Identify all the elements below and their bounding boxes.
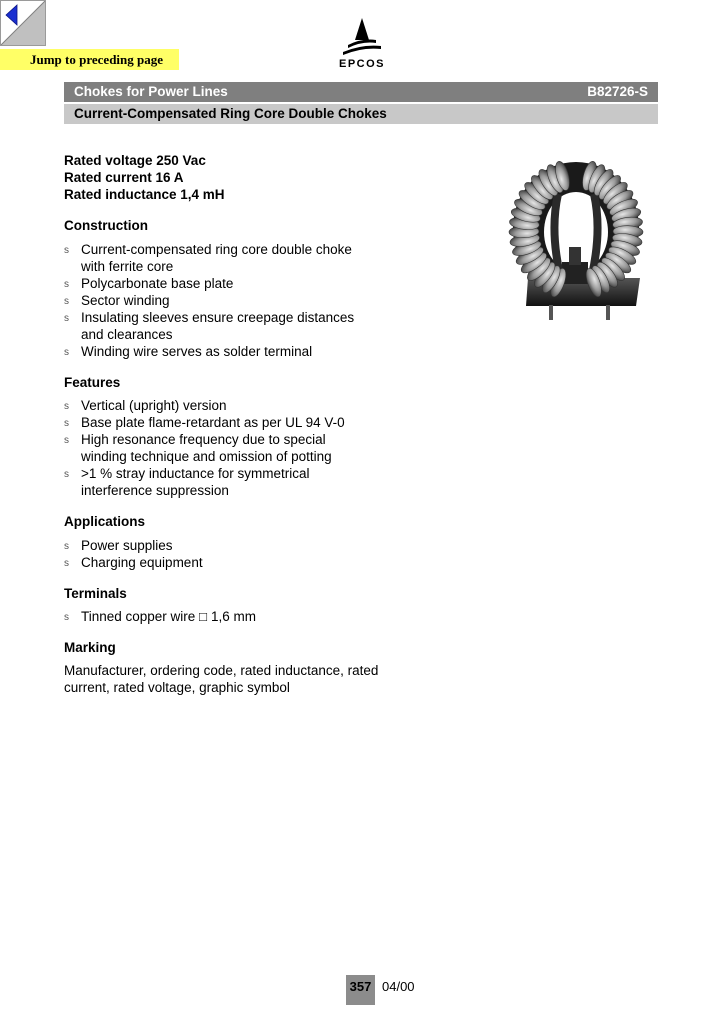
list-item: s Base plate flame-retardant as per UL 94 V-0	[64, 415, 345, 430]
terminals-heading: Terminals	[64, 586, 127, 601]
list-item: s Insulating sleeves ensure creepage distances and clearances	[64, 310, 355, 342]
bullet-icon: s	[64, 541, 69, 552]
ordering-code: B82726-S	[587, 84, 648, 99]
terminals-list	[64, 608, 364, 625]
bullet-icon: s	[64, 435, 69, 446]
header-title: Chokes for Power Lines	[74, 84, 228, 99]
list-item: s Vertical (upright) version	[64, 398, 227, 413]
list-item: s Current-compensated ring core double choke with ferrite core	[64, 242, 352, 274]
list-item: s Polycarbonate base plate	[64, 276, 234, 291]
features-list	[64, 397, 369, 499]
bullet-icon: s	[64, 418, 69, 429]
bullet-icon: s	[64, 296, 69, 307]
list-item: s Tinned copper wire □ 1,6 mm	[64, 609, 256, 624]
construction-heading: Construction	[64, 218, 148, 233]
list-item: s Charging equipment	[64, 555, 203, 570]
bullet-icon: s	[64, 313, 69, 324]
applications-heading: Applications	[64, 514, 146, 529]
epcos-logo	[327, 14, 397, 72]
ratings-block	[64, 152, 225, 203]
toroid-choke-illustration	[498, 150, 648, 320]
jump-to-preceding-page-link[interactable]: Jump to preceding page	[0, 49, 179, 70]
list-item: s Power supplies	[64, 538, 173, 553]
construction-list	[64, 241, 374, 360]
choke-product-image	[498, 150, 648, 320]
back-arrow-icon[interactable]	[0, 0, 46, 46]
list-item: s Winding wire serves as solder terminal	[64, 344, 313, 359]
bullet-icon: s	[64, 401, 69, 412]
bullet-icon: s	[64, 612, 69, 623]
product-subtitle	[64, 104, 658, 124]
rating-inductance: Rated inductance 1,4 mH	[64, 187, 225, 202]
edition-date: 04/00	[382, 979, 415, 994]
bullet-icon: s	[64, 279, 69, 290]
epcos-logo-mark-icon	[327, 14, 397, 58]
subheader-title: Current-Compensated Ring Core Double Chokes	[74, 106, 387, 121]
marking-heading: Marking	[64, 640, 116, 655]
list-item: s >1 % stray inductance for symmetrical interference suppression	[64, 466, 310, 498]
applications-list	[64, 537, 364, 571]
bullet-icon: s	[64, 469, 69, 480]
features-heading: Features	[64, 375, 121, 390]
category-header	[64, 82, 658, 102]
list-item: s High resonance frequency due to special winding technique and omission of potting	[64, 432, 332, 464]
logo-wordmark: EPCOS	[338, 58, 385, 70]
list-item: s Sector winding	[64, 293, 170, 308]
page-number: 357	[346, 975, 375, 1005]
marking-text: Manufacturer, ordering code, rated inductance, rated current, rated voltage, graphic symbol	[64, 663, 379, 695]
rating-current: Rated current 16 A	[64, 170, 184, 185]
bullet-icon: s	[64, 245, 69, 256]
rating-voltage: Rated voltage 250 Vac	[64, 153, 206, 168]
bullet-icon: s	[64, 558, 69, 569]
bullet-icon: s	[64, 347, 69, 358]
